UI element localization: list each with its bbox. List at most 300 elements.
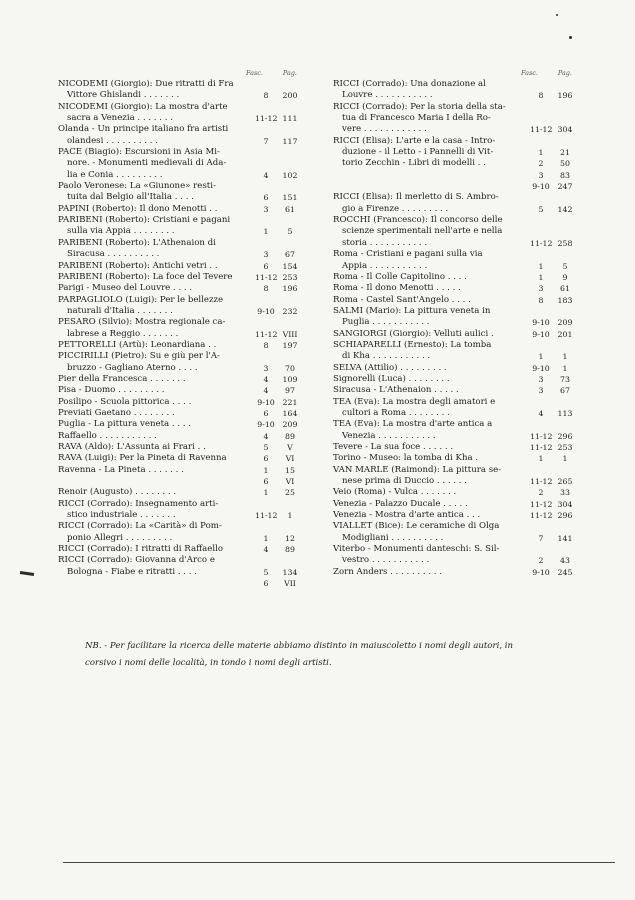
entry-text: Roma - Castel Sant'Angelo . . . . bbox=[333, 294, 471, 305]
entry-text: RICCI (Elisa): L'arte e la casa - Intro- bbox=[333, 135, 496, 146]
entry-text: PARIBENI (Roberto): La foce del Tevere bbox=[58, 271, 233, 282]
entry-text: Paolo Veronese: La «Giunone» resti- bbox=[58, 181, 216, 192]
page-number: 197 bbox=[282, 340, 298, 350]
fascicle-number: 5 bbox=[263, 567, 269, 577]
entry-text: Puglia - La pittura veneta . . . . bbox=[58, 419, 192, 430]
fascicle-number: 4 bbox=[263, 386, 269, 396]
index-entry bbox=[333, 192, 576, 203]
column-header bbox=[333, 66, 576, 79]
entry-text: SCHIAPARELLI (Ernesto): La tomba bbox=[333, 339, 492, 350]
index-entry bbox=[58, 272, 301, 283]
page-number: 67 bbox=[285, 250, 295, 260]
fascicle-number: 3 bbox=[538, 284, 544, 294]
entry-text: RICCI (Corrado): Insegnamento arti- bbox=[58, 498, 219, 509]
page-number: 1 bbox=[562, 454, 568, 464]
fascicle-number: 11-12 bbox=[530, 431, 553, 441]
index-entry bbox=[333, 215, 576, 226]
page-number: 221 bbox=[282, 397, 298, 407]
index-entry bbox=[333, 442, 576, 453]
index-entry bbox=[58, 442, 301, 453]
page-number: 296 bbox=[557, 431, 573, 441]
entry-text: PARPAGLIOLO (Luigi): Per le bellezze bbox=[58, 294, 224, 305]
entry-text: NICODEMI (Giorgio): Due ritratti di Fra bbox=[58, 79, 234, 89]
page-number: 5 bbox=[287, 227, 293, 237]
entry-text: Vittore Ghislandi . . . . . . . bbox=[67, 90, 180, 101]
fascicle-number: 9-10 bbox=[532, 329, 550, 339]
index-entry bbox=[333, 476, 576, 487]
index-entry bbox=[58, 136, 301, 147]
entry-text: bruzzo - Gagliano Aterno . . . . bbox=[67, 362, 198, 373]
index-entry bbox=[333, 408, 576, 419]
fascicle-number: 1 bbox=[263, 488, 269, 498]
bottom-rule bbox=[63, 862, 615, 863]
index-entry bbox=[58, 261, 301, 272]
page-number: 164 bbox=[282, 408, 298, 418]
fascicle-number: 8 bbox=[263, 91, 269, 101]
index-entry bbox=[333, 521, 576, 532]
page-number: 70 bbox=[285, 363, 295, 373]
fascicle-number: 9-10 bbox=[532, 182, 550, 192]
index-entry bbox=[333, 102, 576, 113]
index-entry bbox=[58, 567, 301, 578]
entry-text: Viterbo - Monumenti danteschi: S. Sil- bbox=[333, 544, 500, 555]
index-entry bbox=[333, 385, 576, 396]
entry-text: Siracusa . . . . . . . . . . bbox=[67, 249, 160, 260]
index-entry bbox=[58, 90, 301, 101]
entry-text: Torino - Museo: la tomba di Kha . bbox=[333, 453, 479, 464]
fascicle-number: 6 bbox=[263, 454, 269, 464]
footnote: NB. - Per facilitare la ricerca delle materie abbiamo distinto in maiuscoletto i nomi degli autori, in corsivo i nomi delle località, in tondo i nomi degli artisti. bbox=[85, 641, 514, 668]
entry-text: Appia . . . . . . . . . . . bbox=[342, 260, 428, 271]
fascicle-number: 6 bbox=[263, 477, 269, 487]
index-entry bbox=[333, 317, 576, 328]
page-number: 209 bbox=[557, 318, 573, 328]
index-entry bbox=[58, 408, 301, 419]
fascicle-number: 3 bbox=[538, 386, 544, 396]
entry-text: Signorelli (Luca) . . . . . . . . bbox=[333, 373, 450, 384]
fascicle-number: 7 bbox=[263, 136, 269, 146]
page-number: 15 bbox=[285, 465, 295, 475]
entry-text: RICCI (Corrado): Una donazione al bbox=[333, 79, 486, 89]
fascicle-number: 11-12 bbox=[530, 238, 553, 248]
pag-header: Pag. bbox=[557, 69, 572, 77]
index-entry bbox=[333, 340, 576, 351]
index-entry bbox=[333, 306, 576, 317]
fascicle-number: 11-12 bbox=[530, 477, 553, 487]
fascicle-number: 4 bbox=[538, 408, 544, 418]
page-number: 9 bbox=[562, 272, 568, 282]
fascicle-number: 6 bbox=[263, 193, 269, 203]
ink-mark bbox=[20, 571, 34, 576]
index-entry bbox=[333, 272, 576, 283]
entry-text: storia . . . . . . . . . . . bbox=[342, 237, 428, 248]
entry-text: Tevere - La sua foce . . . . . . bbox=[333, 442, 454, 452]
fascicle-number: 11-12 bbox=[530, 511, 553, 521]
fascicle-number: 1 bbox=[538, 261, 544, 271]
page-number: V bbox=[287, 443, 293, 452]
fascicle-number: 1 bbox=[538, 272, 544, 282]
index-rows bbox=[58, 79, 301, 589]
index-entry bbox=[333, 567, 576, 578]
entry-text: Previati Gaetano . . . . . . . . bbox=[58, 407, 175, 418]
index-entry bbox=[333, 238, 576, 249]
entry-text: Ravenna - La Pineta . . . . . . . bbox=[58, 464, 184, 475]
entry-text: Veio (Roma) - Vulca . . . . . . . bbox=[333, 487, 457, 498]
fascicle-number: 1 bbox=[538, 352, 544, 362]
fascicle-number: 1 bbox=[538, 148, 544, 158]
index-entry bbox=[333, 226, 576, 237]
entry-text: TEA (Eva): La mostra degli amatori e bbox=[333, 396, 496, 407]
fascicle-number: 9-10 bbox=[257, 397, 275, 407]
entry-text: RICCI (Corrado): Giovanna d'Arco e bbox=[58, 555, 215, 566]
fascicle-number: 8 bbox=[263, 340, 269, 350]
entry-text: Roma - Il dono Menotti . . . . . bbox=[333, 283, 461, 294]
entry-text: ROCCHI (Francesco): Il concorso delle bbox=[333, 215, 503, 226]
index-entry bbox=[333, 351, 576, 362]
fascicle-number: 6 bbox=[263, 261, 269, 271]
index-entry bbox=[58, 385, 301, 396]
page-number: 196 bbox=[557, 91, 573, 101]
page-number: 154 bbox=[282, 261, 298, 271]
fascicle-number: 11-12 bbox=[530, 443, 553, 452]
page-number: 232 bbox=[282, 306, 298, 316]
index-entry bbox=[58, 102, 301, 113]
fascicle-number: 2 bbox=[538, 159, 544, 169]
index-entry bbox=[58, 578, 301, 589]
page-number: 61 bbox=[285, 204, 295, 214]
index-entry bbox=[58, 295, 301, 306]
page-number: 97 bbox=[285, 386, 295, 396]
entry-text: Parigi - Museo del Louvre . . . . bbox=[58, 283, 193, 294]
index-entry bbox=[333, 283, 576, 294]
page-number: 1 bbox=[562, 352, 568, 362]
index-entry bbox=[333, 136, 576, 147]
index-entry bbox=[58, 431, 301, 442]
page-number: 89 bbox=[285, 545, 295, 555]
index-entry bbox=[58, 249, 301, 260]
entry-text: PESARO (Silvio): Mostra regionale ca- bbox=[58, 317, 226, 328]
entry-text: Olanda - Un principe italiano fra artisti bbox=[58, 124, 229, 135]
fascicle-number: 11-12 bbox=[530, 125, 553, 135]
entry-text: duzione - il Letto - i Pannelli di Vit- bbox=[342, 147, 494, 158]
page-number: 209 bbox=[282, 420, 298, 430]
index-entry bbox=[58, 419, 301, 430]
entry-text: Pisa - Duomo . . . . . . . . . bbox=[58, 385, 165, 396]
entry-text: VIALLET (Bice): Le ceramiche di Olga bbox=[333, 521, 500, 532]
page-number: 50 bbox=[560, 159, 570, 169]
entry-text: Puglia . . . . . . . . . . . bbox=[342, 317, 430, 328]
page-number: 141 bbox=[557, 533, 573, 543]
entry-text: Bologna - Fiabe e ritratti . . . . bbox=[67, 566, 197, 577]
page-number: VI bbox=[285, 454, 295, 464]
index-entry bbox=[333, 397, 576, 408]
entry-text: di Kha . . . . . . . . . . . bbox=[342, 351, 431, 362]
fascicle-number: 6 bbox=[263, 408, 269, 418]
index-entry bbox=[333, 181, 576, 192]
index-entry bbox=[333, 170, 576, 181]
page-number: 89 bbox=[285, 431, 295, 441]
index-entry bbox=[333, 419, 576, 430]
entry-text: lia e Conia . . . . . . . . . bbox=[67, 169, 163, 180]
index-entry bbox=[333, 158, 576, 169]
fascicle-number: 11-12 bbox=[530, 499, 553, 509]
page-number: 33 bbox=[560, 488, 570, 498]
entry-text: olandesi . . . . . . . . . . bbox=[67, 135, 158, 146]
index-entry bbox=[58, 306, 301, 317]
fascicle-number: 8 bbox=[538, 91, 544, 101]
entry-text: ponio Allegri . . . . . . . . . bbox=[67, 532, 173, 543]
page-number: 183 bbox=[557, 295, 573, 305]
index-entry bbox=[333, 124, 576, 135]
index-entry bbox=[333, 147, 576, 158]
fascicle-number: 3 bbox=[538, 374, 544, 384]
fasc-header: Fasc. bbox=[521, 69, 538, 77]
entry-text: Roma - Cristiani e pagani sulla via bbox=[333, 249, 483, 260]
fascicle-number: 5 bbox=[263, 443, 269, 452]
index-rows bbox=[333, 79, 576, 578]
fascicle-number: 11-12 bbox=[255, 114, 278, 124]
entry-text: PICCIRILLI (Pietro): Su e giù per l'A- bbox=[58, 351, 220, 362]
index-entry bbox=[58, 363, 301, 374]
entry-text: PAPINI (Roberto): Il dono Menotti . . bbox=[58, 203, 218, 214]
fascicle-number: 3 bbox=[263, 204, 269, 214]
page-number: 67 bbox=[560, 386, 570, 396]
ink-dot bbox=[556, 14, 558, 16]
entry-text: Venezia . . . . . . . . . . . bbox=[342, 430, 436, 441]
index-entry bbox=[58, 533, 301, 544]
fascicle-number: 1 bbox=[263, 533, 269, 543]
entry-text: cultori a Roma . . . . . . . . bbox=[342, 407, 450, 418]
entry-text: PARIBENI (Roberto): Antichi vetri . . bbox=[58, 260, 218, 271]
column-header bbox=[58, 66, 301, 79]
index-entry bbox=[333, 544, 576, 555]
fascicle-number: 9-10 bbox=[532, 363, 550, 373]
fascicle-number: 11-12 bbox=[255, 272, 278, 282]
page-number: 296 bbox=[557, 511, 573, 521]
index-entry bbox=[58, 487, 301, 498]
fascicle-number: 9-10 bbox=[257, 306, 275, 316]
fascicle-number: 7 bbox=[538, 533, 544, 543]
fascicle-number: 1 bbox=[263, 465, 269, 475]
entry-text: tua di Francesco Maria I della Ro- bbox=[342, 113, 491, 124]
page-number: 25 bbox=[285, 488, 295, 498]
entry-text: PACE (Biagio): Escursioni in Asia Mi- bbox=[58, 147, 220, 158]
fascicle-number: 6 bbox=[263, 579, 269, 589]
entry-text: Raffaello . . . . . . . . . . . bbox=[58, 430, 157, 441]
index-entry bbox=[58, 226, 301, 237]
index-entry bbox=[58, 499, 301, 510]
index-entry bbox=[58, 181, 301, 192]
index-entry bbox=[58, 374, 301, 385]
page-number: 258 bbox=[557, 238, 573, 248]
fascicle-number: 3 bbox=[263, 363, 269, 373]
page-number: 111 bbox=[282, 114, 298, 124]
entry-text: Modigliani . . . . . . . . . . bbox=[342, 532, 444, 543]
index-entry bbox=[58, 453, 301, 464]
entry-text: RICCI (Corrado): Per la storia della sta- bbox=[333, 101, 506, 112]
page-number: 247 bbox=[557, 182, 573, 192]
index-entry bbox=[58, 340, 301, 351]
entry-text: SELVA (Attilio) . . . . . . . . . bbox=[333, 362, 447, 373]
entry-text: stico industriale . . . . . . . bbox=[67, 510, 176, 521]
page-number: 43 bbox=[560, 556, 570, 566]
index-entry bbox=[58, 397, 301, 408]
index-entry bbox=[333, 555, 576, 566]
page-number: 245 bbox=[557, 567, 573, 577]
entry-text: nese prima di Duccio . . . . . . bbox=[342, 476, 467, 487]
page-number: 12 bbox=[285, 533, 295, 543]
fascicle-number: 4 bbox=[263, 170, 269, 180]
entry-text: Roma - Il Colle Capitolino . . . . bbox=[333, 271, 467, 282]
fascicle-number: 2 bbox=[538, 488, 544, 498]
entry-text: Pier della Francesca . . . . . . . bbox=[58, 373, 186, 384]
entry-text: gio a Firenze . . . . . . . . . bbox=[342, 203, 449, 214]
page-number: 200 bbox=[282, 91, 298, 101]
index-entry bbox=[58, 158, 301, 169]
entry-text: RICCI (Corrado): I ritratti di Raffaello bbox=[58, 544, 224, 555]
entry-text: Posilipo - Scuola pittorica . . . . bbox=[58, 396, 192, 407]
page-number: VII bbox=[284, 579, 296, 589]
index-entry bbox=[58, 238, 301, 249]
index-entry bbox=[58, 79, 301, 90]
entry-text: Venezia - Palazzo Ducale . . . . . bbox=[333, 498, 468, 509]
entry-text: vestro . . . . . . . . . . . bbox=[342, 555, 430, 566]
entry-text: SANGIORGI (Giorgio): Velluti aulici . bbox=[333, 328, 494, 339]
index-entry bbox=[333, 374, 576, 385]
index-entry bbox=[333, 79, 576, 90]
index-entry bbox=[333, 487, 576, 498]
page-number: 151 bbox=[282, 193, 298, 203]
fascicle-number: 3 bbox=[263, 250, 269, 260]
page-number: 304 bbox=[557, 125, 573, 135]
index-entry bbox=[58, 476, 301, 487]
page-number: VIII bbox=[282, 329, 298, 339]
index-entry bbox=[58, 510, 301, 521]
entry-text: VAN MARLE (Raimond): La pittura se- bbox=[333, 464, 502, 475]
index-entry bbox=[333, 204, 576, 215]
index-entry bbox=[333, 453, 576, 464]
entry-text: SALMI (Mario): La pittura veneta in bbox=[333, 305, 491, 316]
page-number: 73 bbox=[560, 374, 570, 384]
entry-text: Siracusa - L'Athenaion . . . . . bbox=[333, 385, 459, 396]
page-number: 1 bbox=[287, 511, 293, 521]
fascicle-number: 5 bbox=[538, 204, 544, 214]
entry-text: scienze sperimentali nell'arte e nella bbox=[342, 226, 503, 237]
index-entry bbox=[58, 329, 301, 340]
fascicle-number: 3 bbox=[538, 170, 544, 180]
page-number: 134 bbox=[282, 567, 298, 577]
page-number: 61 bbox=[560, 284, 570, 294]
fascicle-number: 1 bbox=[263, 227, 269, 237]
entry-text: torio Zecchin - Libri di modelli . . bbox=[342, 158, 486, 169]
entry-text: NICODEMI (Giorgio): La mostra d'arte bbox=[58, 101, 228, 112]
page-number: 5 bbox=[562, 261, 568, 271]
page-number: 109 bbox=[282, 374, 298, 384]
index-entry bbox=[58, 317, 301, 328]
index-column-right bbox=[333, 66, 576, 578]
entry-text: RICCI (Elisa): Il merletto di S. Ambro- bbox=[333, 192, 499, 203]
index-entry bbox=[58, 147, 301, 158]
index-entry bbox=[58, 170, 301, 181]
page-number: 113 bbox=[557, 408, 573, 418]
fascicle-number: 8 bbox=[263, 284, 269, 294]
entry-text: Renoir (Augusto) . . . . . . . . bbox=[58, 487, 177, 498]
fascicle-number: 9-10 bbox=[532, 567, 550, 577]
pag-header: Pag. bbox=[282, 69, 297, 77]
fascicle-number: 9-10 bbox=[532, 318, 550, 328]
index-entry bbox=[58, 124, 301, 135]
fascicle-number: 4 bbox=[263, 431, 269, 441]
page-number: 83 bbox=[560, 170, 570, 180]
entry-text: PARIBENI (Roberto): Cristiani e pagani bbox=[58, 215, 231, 226]
entry-text: Venezia - Mostra d'arte antica . . . bbox=[333, 510, 481, 521]
page-number: VI bbox=[285, 477, 295, 487]
page-number: 196 bbox=[282, 284, 298, 294]
index-entry bbox=[333, 261, 576, 272]
entry-text: RICCI (Corrado): La «Carità» di Pom- bbox=[58, 521, 222, 532]
index-entry bbox=[58, 521, 301, 532]
index-entry bbox=[333, 465, 576, 476]
index-entry bbox=[333, 249, 576, 260]
fascicle-number: 11-12 bbox=[255, 511, 278, 521]
entry-text: TEA (Eva): La mostra d'arte antica a bbox=[333, 419, 493, 430]
index-entry bbox=[58, 465, 301, 476]
page-number: 1 bbox=[562, 363, 568, 373]
index-entry bbox=[58, 192, 301, 203]
page-number: 304 bbox=[557, 499, 573, 509]
page-number: 102 bbox=[282, 170, 298, 180]
entry-text: RAVÀ (Aldo): L'Assunta ai Frari . . bbox=[58, 442, 206, 452]
index-entry bbox=[58, 113, 301, 124]
page-number: 117 bbox=[282, 136, 298, 146]
fascicle-number: 2 bbox=[538, 556, 544, 566]
index-entry bbox=[333, 113, 576, 124]
entry-text: tuita dal Belgio all'Italia . . . . bbox=[67, 192, 194, 203]
index-entry bbox=[58, 351, 301, 362]
page-number: 253 bbox=[557, 443, 573, 452]
entry-text: nore. - Monumenti medievali di Ada- bbox=[67, 158, 227, 169]
fascicle-number: 1 bbox=[538, 454, 544, 464]
index-entry bbox=[333, 510, 576, 521]
index-entry bbox=[333, 499, 576, 510]
entry-text: naturali d'Italia . . . . . . . bbox=[67, 305, 173, 316]
index-entry bbox=[58, 555, 301, 566]
index-entry bbox=[58, 544, 301, 555]
page-number: 265 bbox=[557, 477, 573, 487]
entry-text: vere . . . . . . . . . . . . bbox=[342, 124, 427, 135]
fascicle-number: 9-10 bbox=[257, 420, 275, 430]
index-entry bbox=[333, 90, 576, 101]
entry-text: sacra a Venezia . . . . . . . bbox=[67, 113, 173, 124]
entry-text: PETTORELLI (Artù): Leonardiana . . bbox=[58, 339, 217, 350]
index-entry bbox=[58, 283, 301, 294]
index-entry bbox=[333, 363, 576, 374]
page-number: 21 bbox=[560, 148, 570, 158]
page-number: 201 bbox=[557, 329, 573, 339]
ink-dot bbox=[569, 36, 572, 39]
entry-text: labrese a Reggio . . . . . . . bbox=[67, 328, 179, 339]
fascicle-number: 11-12 bbox=[255, 329, 278, 339]
fascicle-number: 4 bbox=[263, 374, 269, 384]
index-entry bbox=[58, 215, 301, 226]
index-entry bbox=[333, 533, 576, 544]
entry-text: PARIBENI (Roberto): L'Athenaion di bbox=[58, 237, 216, 248]
index-entry bbox=[333, 431, 576, 442]
page-number: 253 bbox=[282, 272, 298, 282]
fasc-header: Fasc. bbox=[246, 69, 263, 77]
entry-text: sulla via Appia . . . . . . . . bbox=[67, 226, 175, 237]
entry-text: RAVÀ (Luigi): Per la Pineta di Ravenna bbox=[58, 453, 227, 464]
